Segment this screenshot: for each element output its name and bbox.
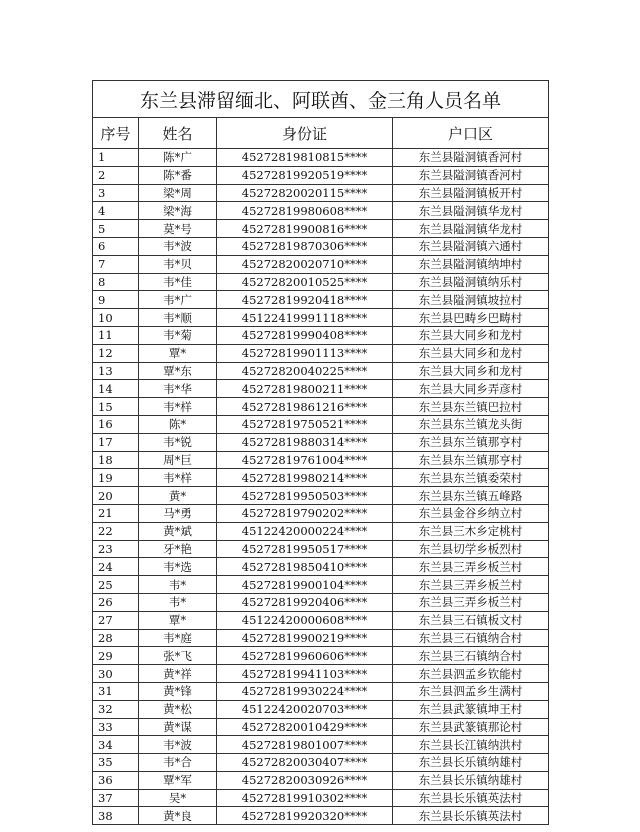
cell-serial: 3: [93, 184, 139, 202]
table-row: [93, 611, 549, 629]
cell-id-number: 45272819870306****: [217, 237, 393, 255]
cell-id-number: 45272820020710****: [217, 255, 393, 273]
cell-id-number: 45272820030407****: [217, 754, 393, 772]
cell-id-number: 45272819920519****: [217, 166, 393, 184]
cell-household-registration: 东兰县巴畴乡巴畴村: [393, 309, 549, 327]
cell-household-registration: 东兰县武篆镇坤王村: [393, 700, 549, 718]
cell-serial: 25: [93, 576, 139, 594]
table-row: [93, 202, 549, 220]
table-row: [93, 522, 549, 540]
table-row: [93, 220, 549, 238]
cell-id-number: 45122420000224****: [217, 522, 393, 540]
table-row: [93, 273, 549, 291]
cell-name: 黄*祥: [139, 665, 217, 683]
cell-name: 韦*合: [139, 754, 217, 772]
cell-name: 韦*: [139, 593, 217, 611]
cell-serial: 9: [93, 291, 139, 309]
cell-household-registration: 东兰县隘洞镇六通村: [393, 237, 549, 255]
cell-id-number: 45272819950503****: [217, 487, 393, 505]
table-row: [93, 540, 549, 558]
cell-serial: 20: [93, 487, 139, 505]
cell-serial: 34: [93, 736, 139, 754]
header-name: 姓名: [139, 118, 217, 149]
table-row: [93, 771, 549, 789]
cell-serial: 1: [93, 149, 139, 167]
cell-household-registration: 东兰县泗孟乡钦能村: [393, 665, 549, 683]
table-row: [93, 629, 549, 647]
cell-serial: 7: [93, 255, 139, 273]
table-row: [93, 700, 549, 718]
cell-household-registration: 东兰县隘洞镇华龙村: [393, 202, 549, 220]
cell-household-registration: 东兰县泗孟乡生满村: [393, 682, 549, 700]
cell-name: 韦*广: [139, 291, 217, 309]
table-row: [93, 291, 549, 309]
cell-household-registration: 东兰县长乐镇英法村: [393, 789, 549, 807]
cell-id-number: 45272819930224****: [217, 682, 393, 700]
cell-name: 韦*波: [139, 736, 217, 754]
table-row: [93, 149, 549, 167]
cell-id-number: 45272819960606****: [217, 647, 393, 665]
table-row: [93, 326, 549, 344]
cell-household-registration: 东兰县三木乡定桃村: [393, 522, 549, 540]
cell-id-number: 45122420020703****: [217, 700, 393, 718]
cell-household-registration: 东兰县长乐镇英法村: [393, 807, 549, 825]
cell-id-number: 45272819910302****: [217, 789, 393, 807]
cell-name: 韦*样: [139, 398, 217, 416]
cell-id-number: 45272819941103****: [217, 665, 393, 683]
cell-id-number: 45272820010525****: [217, 273, 393, 291]
table-row: [93, 344, 549, 362]
cell-name: 黄*锋: [139, 682, 217, 700]
cell-household-registration: 东兰县长江镇纳洪村: [393, 736, 549, 754]
cell-name: 韦*庭: [139, 629, 217, 647]
cell-serial: 15: [93, 398, 139, 416]
table-row: [93, 309, 549, 327]
cell-serial: 22: [93, 522, 139, 540]
cell-name: 韦*菊: [139, 326, 217, 344]
cell-name: 韦*样: [139, 469, 217, 487]
cell-serial: 31: [93, 682, 139, 700]
cell-name: 覃*: [139, 611, 217, 629]
table-row: [93, 718, 549, 736]
cell-id-number: 45272819920406****: [217, 593, 393, 611]
table-row: [93, 166, 549, 184]
cell-id-number: 45272819861216****: [217, 398, 393, 416]
cell-name: 黄*谋: [139, 718, 217, 736]
cell-household-registration: 东兰县东兰镇五峰路: [393, 487, 549, 505]
table-row: [93, 558, 549, 576]
cell-household-registration: 东兰县大同乡弄彦村: [393, 380, 549, 398]
cell-id-number: 45272819900816****: [217, 220, 393, 238]
cell-name: 覃*: [139, 344, 217, 362]
cell-serial: 33: [93, 718, 139, 736]
cell-id-number: 45272819810815****: [217, 149, 393, 167]
cell-name: 周*巨: [139, 451, 217, 469]
cell-name: 陈*广: [139, 149, 217, 167]
cell-id-number: 45272819790202****: [217, 504, 393, 522]
cell-name: 陈*番: [139, 166, 217, 184]
table-row: [93, 487, 549, 505]
roster-document: [92, 80, 548, 825]
cell-household-registration: 东兰县三弄乡板兰村: [393, 593, 549, 611]
cell-serial: 14: [93, 380, 139, 398]
cell-id-number: 45272819801007****: [217, 736, 393, 754]
cell-serial: 32: [93, 700, 139, 718]
cell-household-registration: 东兰县三石镇纳合村: [393, 629, 549, 647]
cell-id-number: 45272819800211****: [217, 380, 393, 398]
cell-household-registration: 东兰县切学乡板烈村: [393, 540, 549, 558]
cell-household-registration: 东兰县长乐镇纳雄村: [393, 771, 549, 789]
cell-serial: 26: [93, 593, 139, 611]
cell-id-number: 45272819950517****: [217, 540, 393, 558]
cell-id-number: 45122420000608****: [217, 611, 393, 629]
table-row: [93, 469, 549, 487]
cell-name: 牙*艳: [139, 540, 217, 558]
cell-name: 韦*贝: [139, 255, 217, 273]
table-row: [93, 398, 549, 416]
cell-id-number: 45272819880314****: [217, 433, 393, 451]
cell-serial: 11: [93, 326, 139, 344]
cell-id-number: 45272820010429****: [217, 718, 393, 736]
cell-household-registration: 东兰县东兰镇那亨村: [393, 451, 549, 469]
cell-household-registration: 东兰县三石镇板文村: [393, 611, 549, 629]
cell-name: 莫*号: [139, 220, 217, 238]
cell-id-number: 45272819980214****: [217, 469, 393, 487]
table-row: [93, 237, 549, 255]
cell-serial: 10: [93, 309, 139, 327]
cell-serial: 13: [93, 362, 139, 380]
cell-name: 吴*: [139, 789, 217, 807]
document-title: 东兰县滞留缅北、阿联酋、金三角人员名单: [93, 81, 549, 118]
cell-id-number: 45272820030926****: [217, 771, 393, 789]
table-row: [93, 415, 549, 433]
cell-serial: 12: [93, 344, 139, 362]
table-row: [93, 504, 549, 522]
cell-name: 张*飞: [139, 647, 217, 665]
cell-name: 黄*良: [139, 807, 217, 825]
cell-serial: 17: [93, 433, 139, 451]
title-row: [93, 81, 549, 118]
cell-name: 韦*: [139, 576, 217, 594]
table-row: [93, 789, 549, 807]
cell-id-number: 45272819761004****: [217, 451, 393, 469]
table-row: [93, 682, 549, 700]
table-row: [93, 754, 549, 772]
cell-id-number: 45272819750521****: [217, 415, 393, 433]
cell-name: 韦*华: [139, 380, 217, 398]
cell-household-registration: 东兰县三弄乡板兰村: [393, 558, 549, 576]
cell-serial: 27: [93, 611, 139, 629]
table-row: [93, 362, 549, 380]
header-household-registration: 户口区: [393, 118, 549, 149]
cell-name: 韦*波: [139, 237, 217, 255]
cell-serial: 2: [93, 166, 139, 184]
cell-name: 梁*海: [139, 202, 217, 220]
table-row: [93, 433, 549, 451]
cell-serial: 6: [93, 237, 139, 255]
cell-household-registration: 东兰县大同乡和龙村: [393, 362, 549, 380]
cell-id-number: 45272819850410****: [217, 558, 393, 576]
table-row: [93, 184, 549, 202]
roster-table: [92, 80, 549, 825]
cell-serial: 21: [93, 504, 139, 522]
cell-serial: 16: [93, 415, 139, 433]
cell-serial: 8: [93, 273, 139, 291]
cell-name: 韦*锐: [139, 433, 217, 451]
cell-household-registration: 东兰县东兰镇那亨村: [393, 433, 549, 451]
cell-household-registration: 东兰县金谷乡纳立村: [393, 504, 549, 522]
table-row: [93, 255, 549, 273]
cell-serial: 38: [93, 807, 139, 825]
header-id-number: 身份证: [217, 118, 393, 149]
cell-id-number: 45272819901113****: [217, 344, 393, 362]
table-row: [93, 647, 549, 665]
cell-household-registration: 东兰县隘洞镇坡拉村: [393, 291, 549, 309]
cell-name: 韦*佳: [139, 273, 217, 291]
cell-serial: 24: [93, 558, 139, 576]
cell-id-number: 45272820040225****: [217, 362, 393, 380]
cell-id-number: 45122419991118****: [217, 309, 393, 327]
table-row: [93, 665, 549, 683]
cell-name: 马*勇: [139, 504, 217, 522]
cell-household-registration: 东兰县大同乡和龙村: [393, 344, 549, 362]
cell-household-registration: 东兰县东兰镇委荣村: [393, 469, 549, 487]
table-row: [93, 451, 549, 469]
table-row: [93, 380, 549, 398]
cell-id-number: 45272819920418****: [217, 291, 393, 309]
cell-name: 覃*军: [139, 771, 217, 789]
cell-id-number: 45272819920320****: [217, 807, 393, 825]
cell-name: 黄*斌: [139, 522, 217, 540]
cell-household-registration: 东兰县隘洞镇纳乐村: [393, 273, 549, 291]
cell-serial: 23: [93, 540, 139, 558]
cell-household-registration: 东兰县隘洞镇板开村: [393, 184, 549, 202]
cell-serial: 19: [93, 469, 139, 487]
cell-name: 韦*选: [139, 558, 217, 576]
cell-serial: 30: [93, 665, 139, 683]
cell-id-number: 45272819990408****: [217, 326, 393, 344]
cell-id-number: 45272819980608****: [217, 202, 393, 220]
cell-household-registration: 东兰县隘洞镇华龙村: [393, 220, 549, 238]
cell-name: 陈*: [139, 415, 217, 433]
cell-serial: 29: [93, 647, 139, 665]
cell-household-registration: 东兰县隘洞镇香河村: [393, 166, 549, 184]
cell-name: 覃*东: [139, 362, 217, 380]
cell-id-number: 45272819900219****: [217, 629, 393, 647]
cell-id-number: 45272819900104****: [217, 576, 393, 594]
cell-serial: 28: [93, 629, 139, 647]
cell-serial: 5: [93, 220, 139, 238]
table-row: [93, 736, 549, 754]
cell-household-registration: 东兰县大同乡和龙村: [393, 326, 549, 344]
cell-household-registration: 东兰县三弄乡板兰村: [393, 576, 549, 594]
cell-name: 梁*周: [139, 184, 217, 202]
cell-name: 韦*顺: [139, 309, 217, 327]
cell-serial: 36: [93, 771, 139, 789]
cell-household-registration: 东兰县三石镇纳合村: [393, 647, 549, 665]
cell-household-registration: 东兰县东兰镇巴拉村: [393, 398, 549, 416]
cell-household-registration: 东兰县隘洞镇纳坤村: [393, 255, 549, 273]
header-row: [93, 118, 549, 149]
cell-serial: 35: [93, 754, 139, 772]
cell-id-number: 45272820020115****: [217, 184, 393, 202]
cell-name: 黄*: [139, 487, 217, 505]
table-row: [93, 576, 549, 594]
header-serial: 序号: [93, 118, 139, 149]
cell-household-registration: 东兰县武篆镇那论村: [393, 718, 549, 736]
cell-serial: 37: [93, 789, 139, 807]
cell-name: 黄*松: [139, 700, 217, 718]
cell-household-registration: 东兰县隘洞镇香河村: [393, 149, 549, 167]
cell-serial: 4: [93, 202, 139, 220]
cell-serial: 18: [93, 451, 139, 469]
cell-household-registration: 东兰县长乐镇纳雄村: [393, 754, 549, 772]
table-row: [93, 807, 549, 825]
cell-household-registration: 东兰县东兰镇龙头街: [393, 415, 549, 433]
table-row: [93, 593, 549, 611]
